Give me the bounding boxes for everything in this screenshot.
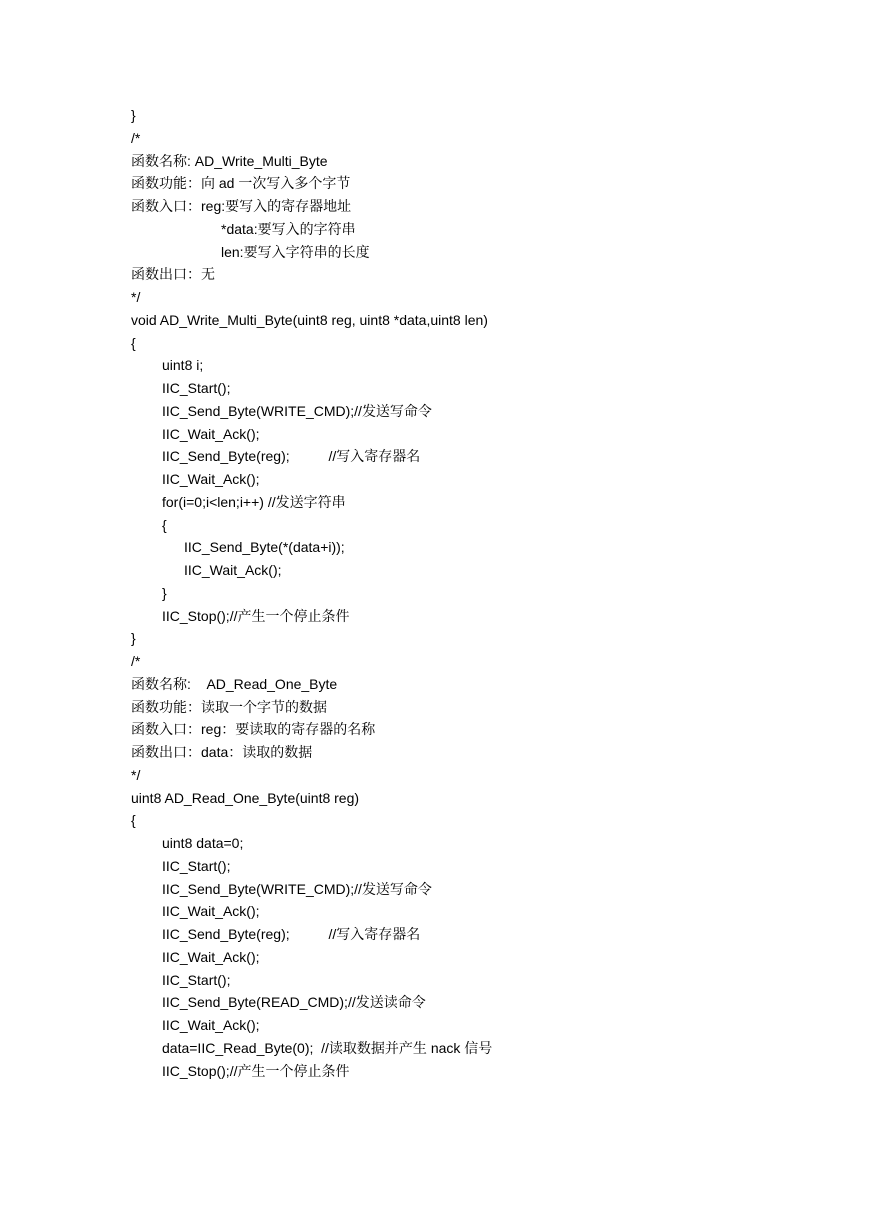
code-line: IIC_Stop();//产生一个停止条件 xyxy=(162,1062,350,1079)
code-line: 函数功能：向 ad 一次写入多个字节 xyxy=(131,175,351,192)
code-line: IIC_Wait_Ack(); xyxy=(184,562,282,578)
code-line: 函数入口：reg：要读取的寄存器的名称 xyxy=(131,721,376,738)
code-line: IIC_Wait_Ack(); xyxy=(162,1017,260,1033)
code-line: IIC_Wait_Ack(); xyxy=(162,471,260,487)
code-line: { xyxy=(131,812,136,829)
code-line: uint8 AD_Read_One_Byte(uint8 reg) xyxy=(131,789,360,806)
code-line: IIC_Send_Byte(WRITE_CMD);//发送写命令 xyxy=(162,402,432,419)
code-line: IIC_Send_Byte(READ_CMD);//发送读命令 xyxy=(162,994,426,1011)
code-line: for(i=0;i<len;i++) //发送字符串 xyxy=(162,493,346,510)
code-line: 函数出口：data：读取的数据 xyxy=(131,744,313,760)
code-line: len:要写入字符串的长度 xyxy=(221,243,370,260)
code-line: *data:要写入的字符串 xyxy=(221,220,356,237)
code-line: IIC_Wait_Ack(); xyxy=(162,948,260,965)
code-line: IIC_Start(); xyxy=(162,380,231,396)
code-line: } xyxy=(162,584,167,601)
code-line: } xyxy=(131,107,136,123)
code-line: 函数功能：读取一个字节的数据 xyxy=(131,698,327,715)
code-line: 函数入口：reg:要写入的寄存器地址 xyxy=(131,198,352,214)
code-listing xyxy=(131,104,831,1082)
code-line: IIC_Send_Byte(reg); //写入寄存器名 xyxy=(162,448,421,465)
code-line: uint8 i; xyxy=(162,357,204,374)
code-line: */ xyxy=(131,289,141,305)
code-line: IIC_Start(); xyxy=(162,971,231,988)
code-line: { xyxy=(131,334,136,351)
code-line: IIC_Wait_Ack(); xyxy=(162,903,260,920)
code-line: IIC_Send_Byte(*(data+i)); xyxy=(184,539,345,556)
code-line: IIC_Send_Byte(reg); //写入寄存器名 xyxy=(162,926,421,942)
code-line: data=IIC_Read_Byte(0); //读取数据并产生 nack 信号 xyxy=(162,1039,493,1056)
code-line: 函数名称: AD_Read_One_Byte xyxy=(131,675,338,692)
code-line: */ xyxy=(131,766,141,783)
code-line: /* xyxy=(131,653,141,669)
code-line: void AD_Write_Multi_Byte(uint8 reg, uint8 *data,uint8 len) xyxy=(131,311,488,328)
code-line: IIC_Send_Byte(WRITE_CMD);//发送写命令 xyxy=(162,880,432,897)
code-line: IIC_Wait_Ack(); xyxy=(162,425,260,442)
code-line: IIC_Start(); xyxy=(162,857,231,874)
code-line: /* xyxy=(131,129,141,146)
code-line: IIC_Stop();//产生一个停止条件 xyxy=(162,607,350,624)
code-line: 函数名称: AD_Write_Multi_Byte xyxy=(131,152,328,169)
code-line: 函数出口：无 xyxy=(131,266,215,283)
code-line: uint8 data=0; xyxy=(162,835,244,851)
code-line: { xyxy=(162,516,167,533)
code-line: } xyxy=(131,630,136,647)
